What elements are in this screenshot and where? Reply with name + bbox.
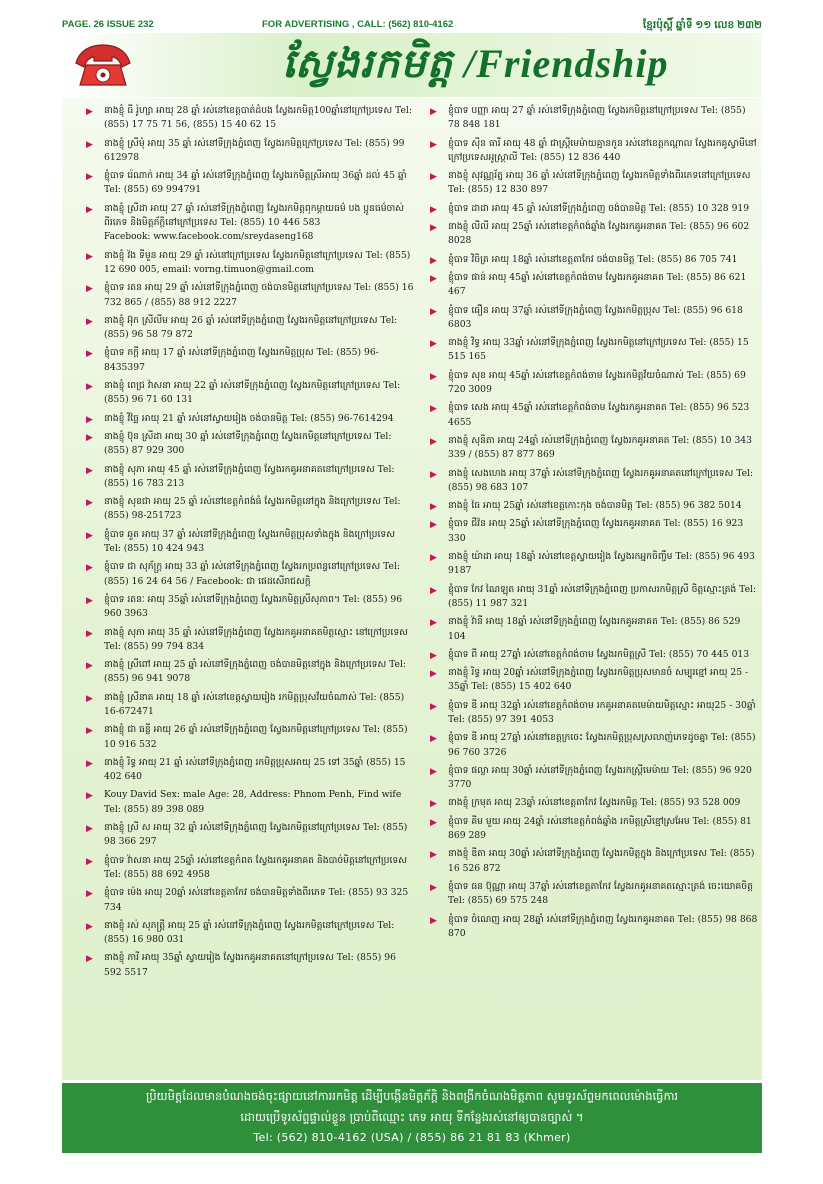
- listing-text: នាងខ្ញុំ ជា ធន្លី អាយុ 26 ឆ្នាំ រស់នៅទីក្រុងភ្នំពេញ ស្វែងរកមិត្តនៅក្រៅប្រទេស Tel: (855) 10 916 532: [104, 724, 408, 750]
- listing-entry: [84, 314, 414, 343]
- listing-text: នាងខ្ញុំ សុភា អាយុ 35 ឆ្នាំ រស់នៅទីក្រុងភ្នំពេញ ស្វែងរកគូអនាគតមិត្តស្មោះ នៅក្រៅប្រទេស Tel: (855) 99 794 834: [104, 626, 408, 652]
- listing-entry: [428, 880, 758, 909]
- footer-line-1: ប្រិយមិត្តដែលមានបំណងចង់ចុះផ្សាយនៅការរកមិត្ត ដើម្បីបង្កើនមិត្តភ័ក្តិ និងពង្រីកចំណងមិត្តភាព សូមទូរស័ព្ទមកពេលម៉ោងធ្វើការ: [145, 1089, 679, 1103]
- listing-entry: [428, 699, 758, 728]
- listing-entry: [428, 517, 758, 546]
- bullet-arrow-icon: ▶: [86, 921, 93, 932]
- bullet-arrow-icon: ▶: [86, 349, 93, 360]
- bullet-arrow-icon: ▶: [86, 284, 93, 295]
- listing-entry: [84, 281, 414, 310]
- bullet-arrow-icon: ▶: [86, 726, 93, 737]
- listing-text: នាងខ្ញុំ ឌីតា អាយុ 30ឆ្នាំ រស់នៅទីក្រុងភ្នំពេញ ស្វែងរកមិត្តក្នុង និងក្រៅប្រទេស Tel: (855) 16 526 872: [448, 848, 755, 874]
- bullet-arrow-icon: ▶: [430, 799, 437, 810]
- bullet-arrow-icon: ▶: [86, 432, 93, 443]
- listing-text: ខ្ញុំបាទ បញ្ញា អាយុ 27 ឆ្នាំ រស់នៅទីក្រុងភ្នំពេញ ស្វែងរកមិត្តនៅក្រៅប្រទេស Tel: (855) 78 848 181: [448, 105, 746, 131]
- listing-text: ខ្ញុំបាទ រតនៈ អាយុ 35ឆ្នាំ រស់នៅទីក្រុងភ្នំពេញ ស្វែងរកមិត្តស្រីសុភាព។ Tel: (855) 96 960 3963: [104, 593, 403, 620]
- listing-entry: [428, 815, 758, 844]
- listing-text: ខ្ញុំបាទ ឌី អាយុ 27ឆ្នាំ រស់នៅខេត្តក្រចេះ ស្វែងរកមិត្តប្រុសស្រលាញ់ភេទដូចគ្នា Tel: (855) 96 760 3726: [448, 732, 756, 758]
- listing-text: ខ្ញុំបាទ ជា សុភ័ក្រ្ត អាយុ 33 ឆ្នាំ រស់នៅទីក្រុងភ្នំពេញ ស្វែងរកប្រពន្ធនៅក្រៅប្រទេស Tel: (855) 16 24 64 56 / Facebook: ជា ផេដសើរាជសក្តិ: [104, 561, 400, 587]
- listing-entry: [428, 615, 758, 644]
- right-column: [428, 104, 758, 945]
- bullet-arrow-icon: ▶: [86, 107, 93, 117]
- listing-text: នាងខ្ញុំ ធី រ៉ូហ្សា អាយុ 28 ឆ្នាំ រស់នៅខេត្តបាត់ដំបង ស្វែងរកមិត្ត100ឆ្នាំនៅក្រៅប្រទេស Tel: (855) 17 75 71 56, (855) 15 40 62 15: [104, 105, 412, 131]
- listing-entry: [428, 202, 758, 216]
- listing-entry: [84, 723, 414, 752]
- bullet-arrow-icon: ▶: [430, 306, 437, 317]
- listing-text: នាងខ្ញុំ សេងហេង អាយុ 37ឆ្នាំ រស់នៅទីក្រុងភ្នំពេញ ស្វែងរកគូអនាគតនៅក្រៅប្រទេស Tel: (855) 98 683 107: [448, 467, 754, 493]
- bullet-arrow-icon: ▶: [430, 436, 437, 447]
- bullet-arrow-icon: ▶: [86, 563, 93, 574]
- listing-text: ខ្ញុំបាទ ភក្តី អាយុ 17 ឆ្នាំ រស់នៅទីក្រុងភ្នំពេញ ស្វែងរកមិត្តប្រុស Tel: (855) 96-8435397: [104, 347, 379, 373]
- bullet-arrow-icon: ▶: [430, 817, 437, 828]
- listing-text: ខ្ញុំបាទ រ៉េណាក់ អាយុ 34 ឆ្នាំ រស់នៅទីក្រុងភ្នំពេញ ស្វែងរកមិត្តស្រីអាយុ 36ឆ្នាំ ដល់ 45 ឆ្នាំ Tel: (855) 69 994791: [104, 170, 407, 196]
- listing-entry: [84, 412, 414, 426]
- bullet-arrow-icon: ▶: [430, 469, 437, 480]
- bullet-arrow-icon: ▶: [86, 693, 93, 704]
- listing-text: នាងខ្ញុំ រិទ្ធ អាយុ 21 ឆ្នាំ រស់នៅទីក្រុងភ្នំពេញ រកមិត្តប្រុសអាយុ 25 ទៅ 35ឆ្នាំ (855) 15 402 640: [104, 756, 406, 783]
- listing-text: នាងខ្ញុំ សុនិតា អាយុ 24ឆ្នាំ រស់នៅទីក្រុងភ្នំពេញ ស្វែងរកគូអនាគត Tel: (855) 10 343 339 / (855) 87 877 869: [448, 434, 752, 461]
- bullet-arrow-icon: ▶: [86, 251, 93, 262]
- listing-text: នាងខ្ញុំ សុភា អាយុ 45 ឆ្នាំ រស់នៅទីក្រុងភ្នំពេញ ស្វែងរកគូអនាគតនៅក្រៅប្រទេស Tel: (855) 16 783 213: [104, 463, 395, 489]
- listing-entry: [428, 369, 758, 398]
- listing-entry: [84, 756, 414, 785]
- khmer-issue: ខ្មែរប៉ុស្តិ៍ ឆ្នាំទី ១១ លេខ ២៣២: [642, 19, 762, 31]
- listing-text: ខ្ញុំបាទ វិចិត្រ អាយុ 18ឆ្នាំ រស់នៅខេត្តតាកែវ ចង់បានមិត្ត Tel: (855) 86 705 741: [448, 253, 738, 265]
- bullet-arrow-icon: ▶: [430, 204, 437, 215]
- listing-entry: [84, 104, 414, 133]
- listing-text: ខ្ញុំបាទ វ៉ាសនា អាយុ 25ឆ្នាំ រស់នៅខេត្តកំពត ស្វែងរកគូអនាគត និងបាច់មិត្តនៅក្រៅប្រទេស Tel: (855) 88 692 4958: [104, 854, 407, 880]
- listing-text: ខ្ញុំបាទ ធឿន អាយុ 37ឆ្នាំ រស់នៅទីក្រុងភ្នំពេញ ស្វែងរកមិត្តប្រុស Tel: (855) 96 618 6803: [448, 304, 743, 330]
- bullet-arrow-icon: ▶: [86, 595, 93, 606]
- listing-text: នាងខ្ញុំ ភារី អាយុ 35ឆ្នាំ ស្វាយរៀង ស្វែងរកគូអនាគតនៅក្រៅប្រទេស Tel: (855) 96 592 5517: [104, 952, 396, 978]
- listing-entry: [84, 626, 414, 655]
- listing-text: ខ្ញុំបាទ ដាដា អាយុ 45 ឆ្នាំ រស់នៅទីក្រុងភ្នំពេញ ចង់បានមិត្ត Tel: (855) 10 328 919: [448, 202, 750, 214]
- bullet-arrow-icon: ▶: [430, 850, 437, 861]
- listing-entry: [428, 304, 758, 333]
- listing-text: ខ្ញុំបាទ ម៉េង អាយុ 20ឆ្នាំ រស់នៅខេត្តតាកែវ ចង់បានមិត្តទាំងពីរភេទ Tel: (855) 93 325 734: [104, 887, 409, 913]
- listing-entry: [84, 463, 414, 492]
- listing-entry: [428, 104, 758, 133]
- listing-text: ខ្ញុំបាទ ចំណេញ អាយុ 28ឆ្នាំ រស់នៅទីក្រុងភ្នំពេញ ស្វែងរកគូអនាគត Tel: (855) 98 868 870: [448, 913, 758, 939]
- classifieds-content: [62, 98, 762, 1080]
- listing-text: នាងខ្ញុំ ក្រមុត អាយុ 23ឆ្នាំ រស់នៅខេត្តតាកែវ ស្វែងរកមិត្ត Tel: (855) 93 528 009: [448, 797, 741, 809]
- page-label: PAGE. 26 ISSUE 232: [62, 19, 154, 30]
- listing-text: ខ្ញុំបាទ ផល្លា អាយុ 30ឆ្នាំ រស់នៅទីក្រុងភ្នំពេញ ស្វែងរកស្ត្រីមេម៉ាយ Tel: (855) 96 920 3770: [448, 764, 752, 791]
- bullet-arrow-icon: ▶: [86, 172, 93, 183]
- listing-entry: [84, 430, 414, 459]
- bullet-arrow-icon: ▶: [430, 107, 437, 117]
- bullet-arrow-icon: ▶: [86, 758, 93, 769]
- bullet-arrow-icon: ▶: [430, 669, 437, 680]
- listing-text: ខ្ញុំបាទ ផាន់ អាយុ 45ឆ្នាំ រស់នៅខេត្តកំពង់ចាម ស្វែងរកគូអនាគត Tel: (855) 86 621 467: [448, 271, 747, 298]
- listing-text: ខ្ញុំបាទ រតន អាយុ 29 ឆ្នាំ រស់នៅទីក្រុងភ្នំពេញ ចង់បានមិត្តនៅក្រៅប្រទេស Tel: (855) 16 732 865 / (855) 88 912 2227: [104, 282, 414, 308]
- listing-text: នាងខ្ញុំ សុខជា អាយុ 25 ឆ្នាំ រស់នៅខេត្តកំពង់ធំ ស្វែងរកមិត្តនៅក្នុង និងក្រៅប្រទេស Tel: (855) 98-251723: [104, 496, 401, 522]
- bullet-arrow-icon: ▶: [430, 701, 437, 712]
- listing-entry: [428, 434, 758, 463]
- listing-text: នាងខ្ញុំ ស្រី ស អាយុ 32 ឆ្នាំ រស់នៅទីក្រុងភ្នំពេញ ស្វែងរកមិត្តនៅក្រៅប្រទេស Tel: (855) 98 366 297: [104, 822, 408, 848]
- listing-text: នាងខ្ញុំ ប៊ុន ស្រីដា អាយុ 30 ឆ្នាំ រស់នៅទីក្រុងភ្នំពេញ ស្វែងរកមិត្តនៅក្រៅប្រទេស Tel: (855) 87 929 300: [104, 430, 392, 457]
- listing-text: ខ្ញុំបាទ សុខ អាយុ 45ឆ្នាំ រស់នៅខេត្តកំពង់ចាម ស្វែងរកមិត្តវ័យចំណាស់ Tel: (855) 69 720 3009: [448, 369, 746, 396]
- listing-entry: [428, 764, 758, 793]
- listing-entry: [84, 821, 414, 850]
- listing-entry: [428, 169, 758, 198]
- listing-text: នាងខ្ញុំ ស្រីពៅ អាយុ 25 ឆ្នាំ រស់នៅទីក្រុងភ្នំពេញ ចង់បានមិត្តនៅក្នុង និងក្រៅប្រទេស Tel: (855) 96 941 9078: [104, 659, 406, 685]
- listing-entry: [428, 401, 758, 430]
- bullet-arrow-icon: ▶: [430, 618, 437, 629]
- listing-text: នាងខ្ញុំ វិទ្ធ អាយុ 33ឆ្នាំ រស់នៅទីក្រុងភ្នំពេញ ស្វែងរកមិត្តនៅក្រៅប្រទេស Tel: (855) 15 515 165: [448, 337, 749, 363]
- bullet-arrow-icon: ▶: [86, 791, 93, 802]
- listing-text: ខ្ញុំបាទ ធន ប៊ុណ្ណា អាយុ 37ឆ្នាំ រស់នៅខេត្តតាកែវ ស្វែងរកគូអនាគតស្មោះត្រង់ ចេះយោគចិត្ត Tel: (855) 69 575 248: [448, 880, 753, 907]
- bullet-arrow-icon: ▶: [86, 954, 93, 965]
- listing-entry: [428, 583, 758, 612]
- bullet-arrow-icon: ▶: [86, 382, 93, 393]
- page-title: ស្វែងរកមិត្ត /Friendship: [282, 41, 669, 86]
- listing-entry: [84, 202, 414, 245]
- listing-text: នាងខ្ញុំ វ៉ង ទីមួន អាយុ 29 ឆ្នាំ រស់នៅក្រៅប្រទេស ស្វែងរកមិត្តនៅក្រៅប្រទេស Tel: (855) 12 690 005, email: vorng.timuon@gmail.com: [104, 249, 411, 275]
- listing-entry: [428, 271, 758, 300]
- bullet-arrow-icon: ▶: [430, 255, 437, 266]
- bullet-arrow-icon: ▶: [430, 339, 437, 350]
- listing-text: នាងខ្ញុំ រស់ សុភត្ត្រី អាយុ 25 ឆ្នាំ រស់នៅទីក្រុងភ្នំពេញ ស្វែងរកមិត្តនៅក្រៅប្រទេស Tel: (855) 16 980 031: [104, 919, 395, 946]
- advertising-line: FOR ADVERTISING , CALL: (562) 810-4162: [262, 19, 454, 30]
- listing-text: ខ្ញុំបាទ កែវ ណៃឡុត អាយុ 31ឆ្នាំ រស់នៅទីក្រុងភ្នំពេញ ប្រកាសរកមិត្តស្រី ចិត្តស្មោះត្រង់ Tel: (855) 11 987 321: [448, 583, 757, 609]
- bullet-arrow-icon: ▶: [430, 882, 437, 893]
- bullet-arrow-icon: ▶: [430, 766, 437, 777]
- bullet-arrow-icon: ▶: [430, 172, 437, 183]
- listing-text: នាងខ្ញុំ ធៃ អាយុ 25ឆ្នាំ រស់នៅខេត្តកោះកុង ចង់បានមិត្ត Tel: (855) 96 382 5014: [448, 500, 742, 512]
- listing-entry: [428, 336, 758, 365]
- listing-facebook: Facebook: www.facebook.com/sreydaseng168: [104, 232, 314, 243]
- bullet-arrow-icon: ▶: [430, 734, 437, 745]
- listing-text: នាងខ្ញុំ វិច្ឆៃ អាយុ 21 ឆ្នាំ រស់នៅស្វាយរៀង ចង់បានមិត្ត Tel: (855) 96-7614294: [104, 412, 394, 424]
- footer-contact: Tel: (562) 810-4162 (USA) / (855) 86 21 81 83 (Khmer): [253, 1131, 571, 1144]
- bullet-arrow-icon: ▶: [430, 520, 437, 531]
- listing-entry: [84, 593, 414, 622]
- listing-text: នាងខ្ញុំ ពេជ្រ វ៉ាសនា អាយុ 22 ឆ្នាំ រស់នៅទីក្រុងភ្នំពេញ ស្វែងរកមិត្តនៅក្រៅប្រទេស Tel: (855) 96 71 60 131: [104, 380, 401, 406]
- listing-text: នាងខ្ញុំ រិទ្ធ អាយុ 20ឆ្នាំ រស់នៅទីក្រុងភ្នំពេញ ស្វែងរកមិត្តប្រុសមានចំ សម្បុរខ្មៅ អាយុ 25 - 35ឆ្នាំ Tel: (855) 15 402 640: [448, 667, 749, 693]
- listing-entry: [428, 137, 758, 166]
- listing-text: ខ្ញុំបាទ គីម មួយ អាយុ 24ឆ្នាំ រស់នៅខេត្តកំពង់ឆ្នាំង រកមិត្តស្រីខ្មៅស្រអែម Tel: (855) 81 869 289: [448, 815, 752, 842]
- listing-text: នាងខ្ញុំ លីលី អាយុ 25ឆ្នាំ រស់នៅខេត្តកំពង់ឆ្នាំង ស្វែងរកគូអនាគត Tel: (855) 96 602 8028: [448, 221, 750, 247]
- listing-entry: [428, 467, 758, 496]
- bullet-arrow-icon: ▶: [86, 889, 93, 900]
- bullet-arrow-icon: ▶: [430, 139, 437, 150]
- section-header: [62, 33, 762, 97]
- listing-entry: [84, 137, 414, 166]
- listing-text: នាងខ្ញុំ វ៉ានី អាយុ 18ឆ្នាំ រស់នៅទីក្រុងភ្នំពេញ ស្វែងរកគូអនាគត Tel: (855) 86 529 104: [448, 616, 741, 642]
- listing-text: ខ្ញុំបាទ ពី អាយុ 27ឆ្នាំ រស់នៅខេត្តកំពង់ចាម ស្វែងរកមិត្តស្រី Tel: (855) 70 445 013: [448, 648, 750, 660]
- listing-entry: [84, 379, 414, 408]
- bullet-arrow-icon: ▶: [430, 650, 437, 661]
- left-column: [84, 104, 414, 984]
- listing-entry: [84, 560, 414, 589]
- listing-entry: [84, 346, 414, 375]
- bullet-arrow-icon: ▶: [86, 530, 93, 541]
- listing-entry: [84, 919, 414, 948]
- top-bar: [62, 19, 762, 33]
- listing-entry: [84, 886, 414, 915]
- listing-entry: [84, 169, 414, 198]
- listing-entry: [428, 796, 758, 810]
- bullet-arrow-icon: ▶: [430, 273, 437, 284]
- listing-entry: [428, 220, 758, 249]
- listing-text: នាងខ្ញុំ ស្រីដា អាយុ 27 ឆ្នាំ រស់នៅទីក្រុងភ្នំពេញ ស្វែងរកមិត្តពុកម្ដាយធម៌ បង ប្អូនធម៌ចាស់ពីរភេទ និងមិត្តភ័ក្តិនៅក្រៅប្រទេស Tel: (855) 10 446 583: [104, 202, 405, 229]
- telephone-icon: [72, 39, 134, 91]
- listing-text: ខ្ញុំបាទ ឆួត អាយុ 37 ឆ្នាំ រស់នៅទីក្រុងភ្នំពេញ ស្វែងរកមិត្តប្រុសទាំងក្នុង និងក្រៅប្រទេស Tel: (855) 10 424 943: [104, 528, 395, 555]
- listing-text: នាងខ្ញុំ សុវណ្ណរ័ត្ន អាយុ 36 ឆ្នាំ រស់នៅទីក្រុងភ្នំពេញ ស្វែងរកមិត្តទាំងពីរភេទនៅក្រៅប្រទេស Tel: (855) 12 830 897: [448, 170, 751, 196]
- listing-entry: [428, 731, 758, 760]
- listing-entry: [84, 658, 414, 687]
- bullet-arrow-icon: ▶: [86, 139, 93, 150]
- bullet-arrow-icon: ▶: [430, 502, 437, 513]
- bullet-arrow-icon: ▶: [86, 498, 93, 509]
- listing-entry: [84, 854, 414, 883]
- listing-entry: [428, 499, 758, 513]
- bullet-arrow-icon: ▶: [430, 223, 437, 234]
- listing-entry: [428, 648, 758, 662]
- bullet-arrow-icon: ▶: [86, 204, 93, 215]
- listing-entry: [84, 951, 414, 980]
- listing-entry: [428, 847, 758, 876]
- listing-text: ខ្ញុំបាទ ជីវ៉ន អាយុ 25ឆ្នាំ រស់នៅទីក្រុងភ្នំពេញ ស្វែងរកគូអនាគត Tel: (855) 16 923 330: [448, 518, 744, 544]
- listing-text: នាងខ្ញុំ អ៊ុក ស្រីលីម អាយុ 26 ឆ្នាំ រស់នៅទីក្រុងភ្នំពេញ ស្វែងរកមិត្តនៅក្រៅប្រទេស Tel: (855) 96 58 79 872: [104, 314, 398, 341]
- listing-entry: [84, 249, 414, 278]
- listing-entry: [428, 253, 758, 267]
- bullet-arrow-icon: ▶: [86, 628, 93, 639]
- bullet-arrow-icon: ▶: [430, 585, 437, 596]
- listing-text: ខ្ញុំបាទ សេង អាយុ 45ឆ្នាំ រស់នៅខេត្តកំពង់ចាម ស្វែងរកគូអនាគត Tel: (855) 96 523 4655: [448, 402, 750, 428]
- listing-text: នាងខ្ញុំ ស្រីមុំ អាយុ 35 ឆ្នាំ រស់នៅទីក្រុងភ្នំពេញ ស្វែងរកមិត្តក្រៅប្រទេស Tel: (855) 99 612978: [104, 137, 405, 163]
- listing-text: Kouy David Sex: male Age: 28, Address: Phnom Penh, Find wife Tel: (855) 89 398 089: [104, 789, 402, 815]
- listing-entry: [84, 495, 414, 524]
- listing-entry: [84, 691, 414, 720]
- footer-banner: [62, 1083, 762, 1153]
- bullet-arrow-icon: ▶: [86, 414, 93, 425]
- listing-text: នាងខ្ញុំ ស្រីនាគ អាយុ 18 ឆ្នាំ រស់នៅខេត្តស្វាយរៀង រកមិត្តប្រុសវ័យចំណាស់ Tel: (855) 16-672471: [104, 691, 405, 717]
- bullet-arrow-icon: ▶: [430, 371, 437, 382]
- listing-text: ខ្ញុំបាទ ស៊ីន ធារី អាយុ 48 ឆ្នាំ ជាស្ត្រីមេម៉ាយគ្មានកូន រស់នៅខេត្តកណ្ដាល ស្វែងរកគូស្វាមីនៅក្រៅប្រទេសអូស្ត្រាលី Tel: (855) 12 836 440: [448, 137, 757, 163]
- bullet-arrow-icon: ▶: [86, 824, 93, 835]
- bullet-arrow-icon: ▶: [86, 856, 93, 867]
- bullet-arrow-icon: ▶: [86, 465, 93, 476]
- bullet-arrow-icon: ▶: [430, 915, 437, 926]
- listing-entry: [428, 550, 758, 579]
- bullet-arrow-icon: ▶: [86, 316, 93, 327]
- listing-entry: [428, 666, 758, 695]
- listing-entry: [84, 528, 414, 557]
- listing-text: នាងខ្ញុំ យ៉ាដា អាយុ 18ឆ្នាំ រស់នៅខេត្តស្វាយរៀង ស្វែងរកអ្នកចិញ្ចឹម Tel: (855) 96 493 9187: [448, 551, 755, 577]
- footer-line-2: ដោយប្រើទូរស័ព្ទផ្ទាល់ខ្លួន ប្រាប់ពីឈ្មោះ ភេទ អាយុ ទីកន្លែងរស់នៅឲ្យបានច្បាស់ ។: [240, 1110, 584, 1124]
- listing-text: ខ្ញុំបាទ ឌី អាយុ 32ឆ្នាំ រស់នៅខេត្តកំពង់ចាម រកគូអនាគតមេម៉ាយមិត្តស្មោះ អាយុ25 - 30ឆ្នាំ Tel: (855) 97 391 4053: [448, 699, 756, 725]
- bullet-arrow-icon: ▶: [430, 404, 437, 415]
- bullet-arrow-icon: ▶: [86, 661, 93, 672]
- listing-entry: [84, 788, 414, 817]
- bullet-arrow-icon: ▶: [430, 553, 437, 564]
- listing-entry: [428, 913, 758, 942]
